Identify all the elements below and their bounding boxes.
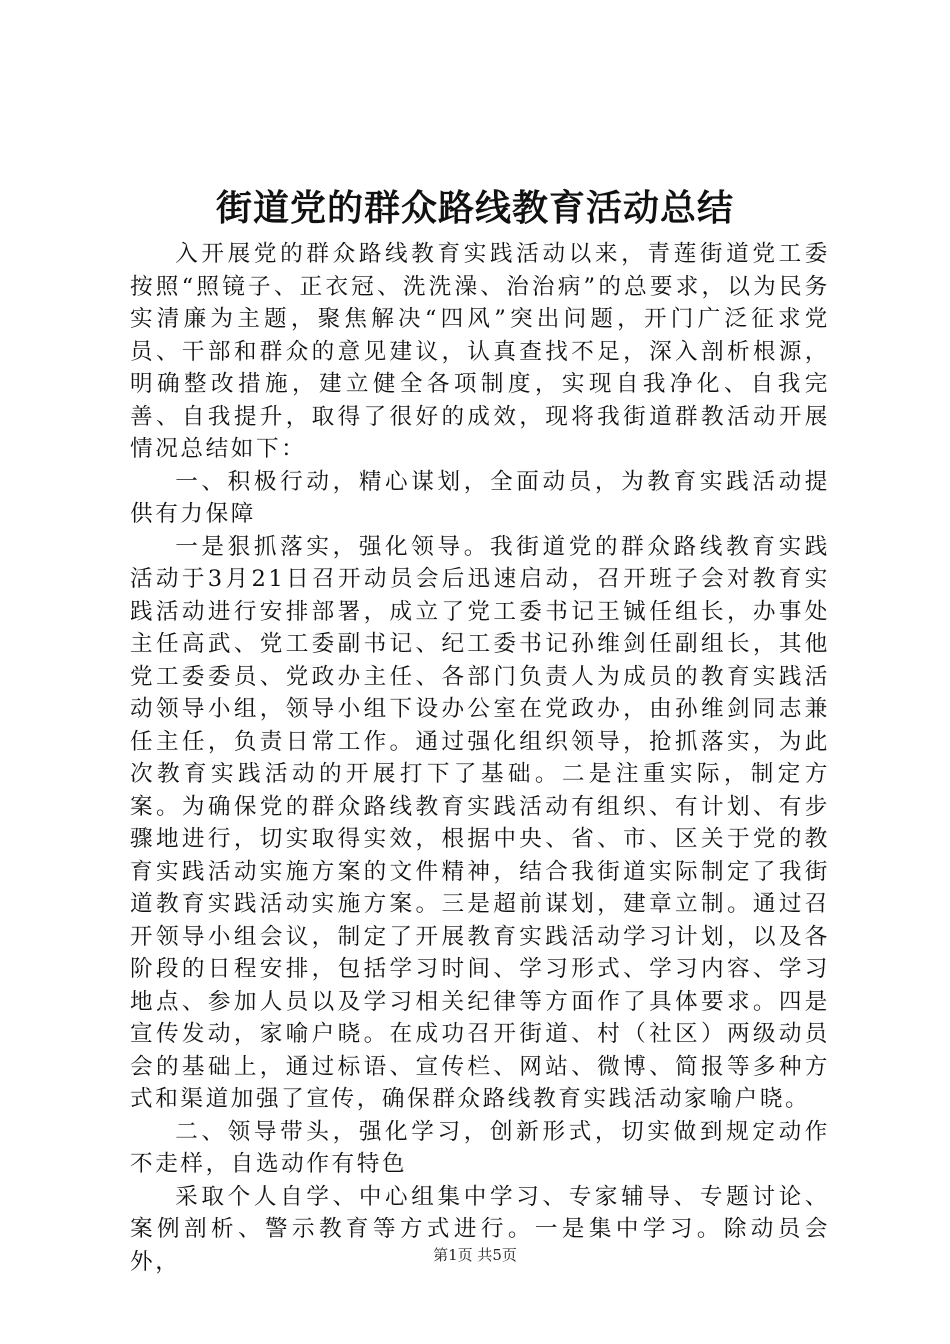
document-title: 街道党的群众路线教育活动总结 [215, 187, 734, 229]
paragraph-intro: 入开展党的群众路线教育实践活动以来，青莲街道党工委按照“照镜子、正衣冠、洗洗澡、治治病”的总要求，以为民务实清廉为主题，聚焦解决“四风”突出问题，开门广泛征求党员、干部和群众的意见建议，认真查找不足，深入剖析根源，明确整改措施，建立健全各项制度，实现自我净化、自我完善、自我提升，取得了很好的成效，现将我街道群教活动开展情况总结如下： [130, 241, 830, 462]
document-body [130, 238, 830, 1278]
section-heading-2: 二、领导带头，强化学习，创新形式，切实做到规定动作不走样，自选动作有特色 [130, 1118, 830, 1177]
page-footer: 第1页 共5页 [433, 1246, 517, 1264]
paragraph-section-2: 采取个人自学、中心组集中学习、专家辅导、专题讨论、案例剖析、警示教育等方式进行。一是集中学习。除动员会外， [130, 1183, 830, 1275]
paragraph-section-1: 一是狠抓落实，强化领导。我街道党的群众路线教育实践活动于3月21日召开动员会后迅速启动，召开班子会对教育实践活动进行安排部署，成立了党工委书记王铖任组长，办事处主任高武、党工委副书记、纪工委书记孙维剑任副组长，其他党工委委员、党政办主任、各部门负责人为成员的教育实践活动领导小组，领导小组下设办公室在党政办，由孙维剑同志兼任主任，负责日常工作。通过强化组织领导，抢抓落实，为此次教育实践活动的开展打下了基础。二是注重实际，制定方案。为确保党的群众路线教育实践活动有组织、有计划、有步骤地进行，切实取得实效，根据中央、省、市、区关于党的教育实践活动实施方案的文件精神，结合我街道实际制定了我街道教育实践活动实施方案。三是超前谋划，建章立制。通过召开领导小组会议，制定了开展教育实践活动学习计划，以及各阶段的日程安排，包括学习时间、学习形式、学习内容、学习地点、参加人员以及学习相关纪律等方面作了具体要求。四是宣传发动，家喻户晓。在成功召开街道、村（社区）两级动员会的基础上，通过标语、宣传栏、网站、微博、简报等多种方式和渠道加强了宣传，确保群众路线教育实践活动家喻户晓。 [130, 533, 830, 1112]
section-heading-1: 一、积极行动，精心谋划，全面动员，为教育实践活动提供有力保障 [130, 468, 830, 527]
